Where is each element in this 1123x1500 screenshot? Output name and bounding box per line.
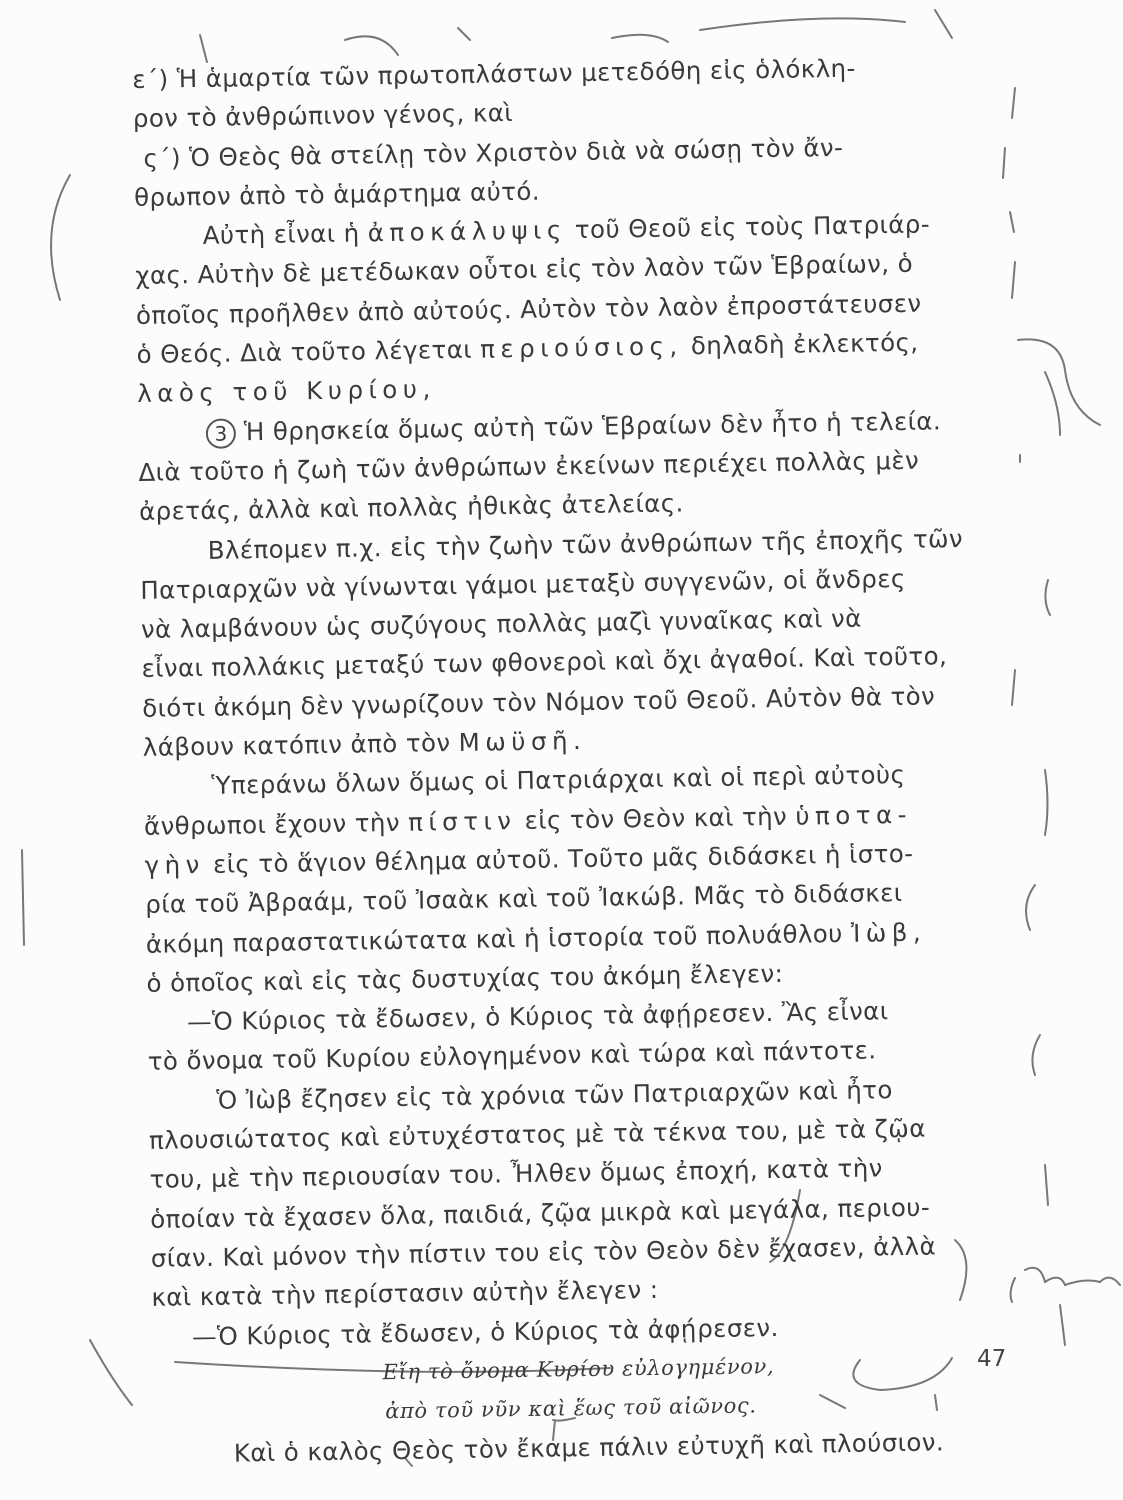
- text-span: ὁ Θεός. Διὰ τοῦτο λέγεται: [136, 334, 473, 370]
- text-line: ε΄) Ἡ ἁμαρτία τῶν πρωτοπλάστων μετεδόθη εἰς ὁλόκλη-: [132, 53, 856, 94]
- text-span: εἰς τὸ ἅγιον θέλημα αὐτοῦ. Τοῦτο μᾶς διδάσκει ἡ ἱστο-: [212, 838, 914, 879]
- text-line: καὶ κατὰ τὴν περίστασιν αὐτὴν ἔλεγεν :: [151, 1275, 659, 1313]
- spaced-term: Μωϋσῆ.: [458, 725, 587, 757]
- spaced-term: πίστιν: [407, 805, 517, 837]
- spaced-term: ὑποτα-: [795, 799, 913, 831]
- text-span: δηλαδὴ ἐκλεκτός,: [690, 327, 919, 361]
- spaced-line: λαὸς τοῦ Κυρίου,: [137, 374, 436, 409]
- text-line: ὁποίαν τὰ ἔχασεν ὅλα, παιδιά, ζῷα μικρὰ καὶ μεγάλα, περιου-: [149, 1192, 931, 1234]
- text-span: Ἡ θρησκεία ὅμως αὐτὴ τῶν Ἑβραίων δὲν ἦτο ἡ τελεία.: [243, 406, 942, 446]
- text-span: εἰς τὸν Θεὸν καὶ τὴν: [524, 801, 788, 835]
- quote-line: —Ὁ Κύριος τὰ ἔδωσεν, ὁ Κύριος τὰ ἀφῄρεσεν. Ἂς εἶναι: [186, 996, 889, 1037]
- circled-section-number: 3: [206, 418, 236, 448]
- main-text: [132, 46, 1019, 1474]
- text-line: ρον τὸ ἀνθρώπινον γένος, καὶ: [132, 98, 514, 134]
- page-number: 47: [977, 1346, 1007, 1372]
- text-line: ἀρετάς, ἀλλὰ καὶ πολλὰς ἠθικὰς ἀτελείας.: [138, 488, 684, 527]
- text-span: τοῦ Θεοῦ εἰς τοὺς Πατριάρ-: [574, 209, 931, 245]
- text-span: λάβουν κατόπιν ἀπὸ τὸν: [142, 728, 451, 762]
- text-span: ἀκόμη παραστατικώτατα καὶ ἡ ἱστορία τοῦ πολυάθλου: [145, 918, 843, 959]
- text-line: χας. Αὐτὴν δὲ μετέδωκαν οὗτοι εἰς τὸν λαὸν τῶν Ἑβραίων, ὁ: [135, 249, 914, 291]
- text-line: νὰ λαμβάνουν ὡς συζύγους πολλὰς μαζὶ γυναῖκας καὶ νὰ: [140, 603, 862, 645]
- text-span: ἄνθρωποι ἔχουν τὴν: [143, 807, 401, 841]
- quote-line: —Ὁ Κύριος τὰ ἔδωσεν, ὁ Κύριος τὰ ἀφῄρεσεν.: [191, 1312, 779, 1351]
- text-line: ρία τοῦ Ἀβραάμ, τοῦ Ἰσαὰκ καὶ τοῦ Ἰακώβ. Μᾶς τὸ διδάσκει: [145, 878, 903, 920]
- text-line: εἶναι πολλάκις μεταξύ των φθονεροὶ καὶ ὄχι ἀγαθοί. Καὶ τοῦτο,: [141, 641, 948, 684]
- text-line: ὁποῖος προῆλθεν ἀπὸ αὐτούς. Αὐτὸν τὸν λαὸν ἐπροστάτευσεν: [135, 288, 922, 330]
- text-line: του, μὲ τὴν περιουσίαν του. Ἦλθεν ὅμως ἐποχή, κατὰ τὴν: [149, 1153, 883, 1195]
- text-line: Ὁ Ἰὼβ ἔζησεν εἰς τὰ χρόνια τῶν Πατριαρχῶν καὶ ἦτο: [216, 1074, 893, 1115]
- text-line: ς΄) Ὁ Θεὸς θὰ στείλῃ τὸν Χριστὸν διὰ νὰ σώσῃ τὸν ἄν-: [143, 132, 844, 173]
- verse-line: Εἴη τὸ ὄνομα Κυρίου εὐλογημένον,: [382, 1353, 775, 1385]
- text-span: Αὐτὴ εἶναι ἡ: [202, 218, 360, 251]
- text-line: θρωπον ἀπὸ τὸ ἁμάρτημα αὐτό.: [133, 176, 541, 212]
- text-line: ὁ ὁποῖος καὶ εἰς τὰς δυστυχίας του ἀκόμη ἔλεγεν:: [146, 958, 784, 998]
- text-line: Βλέπομεν π.χ. εἰς τὴν ζωὴν τῶν ἀνθρώπων τῆς ἐποχῆς τῶν: [207, 523, 964, 565]
- text-line: πλουσιώτατος καὶ εὐτυχέστατος μὲ τὰ τέκνα του, μὲ τὰ ζῷα: [148, 1113, 926, 1155]
- text-line: Διὰ τοῦτο ἡ ζωὴ τῶν ἀνθρώπων ἐκείνων περιέχει πολλὰς μὲν: [138, 445, 920, 487]
- text-line: διότι ἀκόμη δὲν γνωρίζουν τὸν Νόμον τοῦ Θεοῦ. Αὐτὸν θὰ τὸν: [141, 681, 936, 723]
- text-line: Καὶ ὁ καλὸς Θεὸς τὸν ἔκαμε πάλιν εὐτυχῆ καὶ πλούσιον.: [233, 1427, 945, 1468]
- spaced-term: γὴν: [144, 849, 206, 880]
- text-line: σίαν. Καὶ μόνον τὴν πίστιν του εἰς τὸν Θεὸν δὲν ἔχασεν, ἀλλὰ: [150, 1231, 937, 1273]
- verse-line: ἀπὸ τοῦ νῦν καὶ ἕως τοῦ αἰῶνος.: [385, 1393, 757, 1424]
- spaced-term: Ἰὼβ,: [850, 917, 927, 948]
- text-line: Ὑπεράνω ὅλων ὅμως οἱ Πατριάρχαι καὶ οἱ περὶ αὐτοὺς: [211, 760, 906, 801]
- spaced-term: ἀποκάλυψις: [367, 215, 567, 248]
- text-line: τὸ ὄνομα τοῦ Κυρίου εὐλογημένον καὶ τώρα καὶ πάντοτε.: [147, 1035, 877, 1077]
- text-line: Πατριαρχῶν νὰ γίνωνται γάμοι μεταξὺ συγγενῶν, οἱ ἄνδρες: [140, 563, 906, 605]
- spaced-term: περιούσιος,: [479, 331, 683, 364]
